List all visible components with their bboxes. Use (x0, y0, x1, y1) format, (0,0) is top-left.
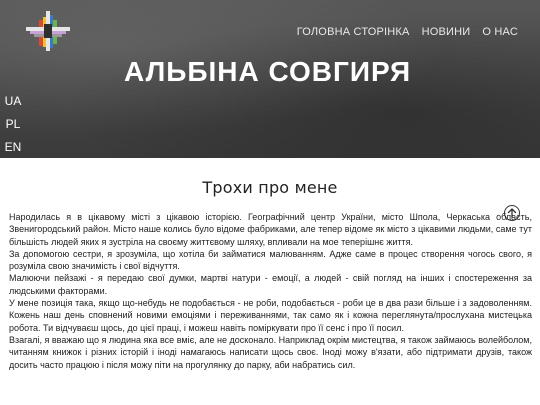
about-text (9, 211, 532, 371)
about-paragraph: Народилась я в цікавому місті з цікавою історією. Географічний центр України, місто Шпола, Черкаська область, Звенигородський район. Місто наше колись було відоме фабриками, але тепер відоме як місто з цікавими людьми, саме тут більшість людей яких я зустріла на своєму життєвому шляху, впливали на мое теперішнє життя. (9, 212, 532, 247)
about-paragraph: За допомогою сестри, я зрозуміла, що хотіла би займатися малюванням. Адже саме в процес створення чогось свого, я розуміла свою значимість і свої відчуття. (9, 248, 532, 272)
about-paragraph: У мене позиція така, якщо що-небудь не подобається - не роби, подобається - роби це в два рази більше і з задоволенням. Кожень наш день сповнений новими емоціями і переживаннями, так само як і кожна переглянута/прослухана мистецька робота. Ти відчуваєш щось, до цієї праці, і можеш навіть поміркувати про її сенс і про її посил. (9, 298, 532, 333)
lang-en[interactable]: EN (4, 140, 22, 154)
logo-icon[interactable] (24, 8, 72, 56)
nav-news[interactable]: НОВИНИ (421, 26, 471, 38)
nav-about[interactable]: О НАС (482, 26, 518, 38)
about-paragraph: Малюючи пейзажі - я передаю свої думки, мартві натури - емоції, а людей - свій погляд на інших і спостереження за людськими факторами. (9, 273, 532, 296)
nav-home[interactable]: ГОЛОВНА СТОРІНКА (296, 26, 410, 38)
language-switcher (0, 90, 26, 158)
main-nav (297, 26, 518, 38)
lang-pl[interactable]: PL (5, 117, 21, 131)
site-title: АЛЬБІНА СОВГИРЯ (124, 56, 412, 87)
lang-ua[interactable]: UA (4, 94, 22, 108)
about-heading: Трохи про мене (202, 178, 338, 197)
about-paragraph: Взагалі, я вважаю що я людина яка все вміє, але не досконало. Наприклад окрім мистецтва, я також займаюсь волейболом, читанням книжок і різних історій і іноді намагаюсь написати щось своє. Іноді можу в'язати, або підтримати друзів, також досить часто працюю і після можу піти на прогулянку до парку, аби набратись сил. (9, 334, 532, 370)
hero-header (0, 0, 540, 158)
